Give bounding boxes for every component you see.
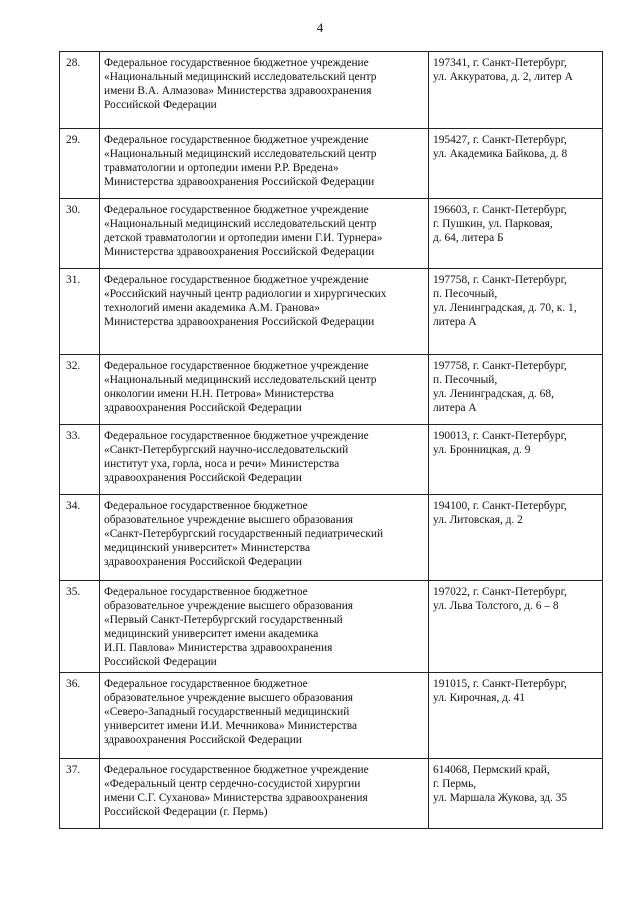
- institution-name-line: здравоохранения Российской Федерации: [104, 402, 302, 415]
- institution-name-line: Федеральное государственное бюджетное: [104, 500, 308, 512]
- institution-name-line: «Федеральный центр сердечно-сосудистой хирургии: [104, 777, 361, 790]
- institution-name-line: «Национальный медицинский исследовательский центр: [104, 71, 377, 84]
- institution-name-line: «Национальный медицинский исследовательский центр: [104, 218, 377, 231]
- address-line: д. 64, литера Б: [433, 232, 504, 245]
- institution-name-line: институт уха, горла, носа и речи» Министерства: [104, 458, 340, 471]
- address-cell: [429, 758, 603, 828]
- institution-name-line: Федеральное государственное бюджетное учреждение: [104, 430, 369, 442]
- table-row: [60, 129, 603, 199]
- address-line: литера А: [433, 316, 477, 329]
- address-line: ул. Аккуратова, д. 2, литер А: [433, 71, 573, 84]
- row-number: 28.: [60, 52, 100, 129]
- address-line: ул. Литовская, д. 2: [433, 514, 523, 527]
- address-line: 197341, г. Санкт-Петербург,: [433, 57, 567, 69]
- address-line: ул. Ленинградская, д. 70, к. 1,: [433, 302, 577, 315]
- institution-name-cell: [100, 581, 429, 673]
- institution-name-line: Федеральное государственное бюджетное учреждение: [104, 763, 369, 776]
- institution-name-line: университет имени И.И. Мечникова» Министерства: [104, 719, 358, 732]
- institution-name-line: имени В.А. Алмазова» Министерства здравоохранения: [104, 85, 372, 98]
- row-number: 33.: [60, 425, 100, 495]
- row-number: 35.: [60, 581, 100, 673]
- institution-name-cell: [100, 355, 429, 425]
- institution-name-line: И.П. Павлова» Министерства здравоохранения: [104, 642, 333, 655]
- address-line: ул. Академика Байкова, д. 8: [433, 148, 568, 161]
- address-line: 194100, г. Санкт-Петербург,: [433, 500, 567, 512]
- institution-name-line: здравоохранения Российской Федерации: [104, 733, 302, 746]
- institutions-table-body: [60, 52, 603, 829]
- address-line: 197758, г. Санкт-Петербург,: [433, 274, 567, 286]
- institution-name-line: образовательное учреждение высшего образования: [104, 514, 354, 527]
- institution-name-line: Министерства здравоохранения Российской Федерации: [104, 176, 375, 189]
- institution-name-line: медицинский университет имени академика: [104, 628, 319, 641]
- address-cell: [429, 355, 603, 425]
- address-line: ул. Маршала Жукова, зд. 35: [433, 791, 568, 804]
- row-number: 37.: [60, 758, 100, 828]
- address-line: литера А: [433, 402, 477, 415]
- institution-name-line: Федеральное государственное бюджетное учреждение: [104, 57, 369, 69]
- address-cell: [429, 129, 603, 199]
- institution-name-line: «Российский научный центр радиологии и хирургических: [104, 288, 387, 301]
- table-row: [60, 199, 603, 269]
- address-line: г. Пушкин, ул. Парковая,: [433, 218, 553, 231]
- address-cell: [429, 672, 603, 758]
- institution-name-line: Министерства здравоохранения Российской Федерации: [104, 246, 375, 259]
- address-cell: [429, 425, 603, 495]
- institution-name-line: Федеральное государственное бюджетное: [104, 586, 308, 598]
- table-row: [60, 672, 603, 758]
- address-line: 190013, г. Санкт-Петербург,: [433, 430, 567, 442]
- institution-name-line: «Национальный медицинский исследовательский центр: [104, 374, 377, 387]
- institution-name-line: онкологии имени Н.Н. Петрова» Министерства: [104, 388, 334, 401]
- institution-name-cell: [100, 758, 429, 828]
- institution-name-cell: [100, 52, 429, 129]
- row-number: 31.: [60, 269, 100, 355]
- institution-name-line: Российской Федерации: [104, 99, 217, 112]
- institution-name-line: технологий имени академика А.М. Гранова»: [104, 302, 320, 315]
- institution-name-cell: [100, 425, 429, 495]
- institution-name-cell: [100, 269, 429, 355]
- address-line: ул. Кирочная, д. 41: [433, 691, 526, 704]
- institution-name-line: «Северо-Западный государственный медицинский: [104, 705, 350, 718]
- table-row: [60, 425, 603, 495]
- table-row: [60, 758, 603, 828]
- row-number: 32.: [60, 355, 100, 425]
- table-row: [60, 581, 603, 673]
- institution-name-cell: [100, 495, 429, 581]
- address-line: 197022, г. Санкт-Петербург,: [433, 586, 567, 598]
- address-cell: [429, 495, 603, 581]
- row-number: 36.: [60, 672, 100, 758]
- table-row: [60, 269, 603, 355]
- institution-name-line: Федеральное государственное бюджетное учреждение: [104, 274, 369, 286]
- institution-name-line: образовательное учреждение высшего образования: [104, 600, 354, 613]
- table-row: [60, 355, 603, 425]
- institution-name-line: Федеральное государственное бюджетное: [104, 677, 308, 690]
- address-line: 197758, г. Санкт-Петербург,: [433, 360, 567, 372]
- institution-name-line: Федеральное государственное бюджетное учреждение: [104, 134, 369, 146]
- institution-name-line: Российской Федерации: [104, 656, 217, 669]
- row-number: 30.: [60, 199, 100, 269]
- institution-name-line: травматологии и ортопедии имени Р.Р. Вредена»: [104, 162, 339, 175]
- address-line: ул. Бронницкая, д. 9: [433, 444, 531, 457]
- table-row: [60, 495, 603, 581]
- institution-name-line: здравоохранения Российской Федерации: [104, 556, 302, 569]
- page-number: 4: [316, 20, 324, 35]
- institutions-table: [59, 51, 603, 829]
- address-cell: [429, 269, 603, 355]
- institution-name-line: Федеральное государственное бюджетное учреждение: [104, 360, 369, 372]
- address-cell: [429, 199, 603, 269]
- institution-name-line: Министерства здравоохранения Российской Федерации: [104, 316, 375, 329]
- institution-name-line: Федеральное государственное бюджетное учреждение: [104, 204, 369, 216]
- institution-name-line: Российской Федерации (г. Пермь): [104, 805, 268, 818]
- institution-name-line: «Национальный медицинский исследовательский центр: [104, 148, 377, 161]
- institution-name-line: имени С.Г. Суханова» Министерства здравоохранения: [104, 791, 368, 804]
- address-line: 614068, Пермский край,: [433, 763, 550, 776]
- address-cell: [429, 52, 603, 129]
- institution-name-line: «Первый Санкт-Петербургский государственный: [104, 614, 343, 627]
- institution-name-line: детской травматологии и ортопедии имени Г.И. Турнера»: [104, 232, 383, 245]
- address-line: 195427, г. Санкт-Петербург,: [433, 134, 567, 146]
- table-row: [60, 52, 603, 129]
- address-line: 191015, г. Санкт-Петербург,: [433, 677, 567, 690]
- address-cell: [429, 581, 603, 673]
- institution-name-line: образовательное учреждение высшего образования: [104, 691, 354, 704]
- row-number: 29.: [60, 129, 100, 199]
- address-line: г. Пермь,: [433, 777, 477, 790]
- institution-name-line: «Санкт-Петербургский государственный педиатрический: [104, 528, 384, 541]
- institution-name-line: здравоохранения Российской Федерации: [104, 472, 302, 485]
- institution-name-cell: [100, 129, 429, 199]
- institution-name-cell: [100, 199, 429, 269]
- institution-name-line: «Санкт-Петербургский научно-исследовательский: [104, 444, 349, 457]
- address-line: ул. Ленинградская, д. 68,: [433, 388, 554, 401]
- institution-name-cell: [100, 672, 429, 758]
- address-line: п. Песочный,: [433, 288, 498, 301]
- address-line: п. Песочный,: [433, 374, 498, 387]
- address-line: ул. Льва Толстого, д. 6 – 8: [433, 600, 559, 613]
- institution-name-line: медицинский университет» Министерства: [104, 542, 311, 555]
- address-line: 196603, г. Санкт-Петербург,: [433, 204, 567, 216]
- row-number: 34.: [60, 495, 100, 581]
